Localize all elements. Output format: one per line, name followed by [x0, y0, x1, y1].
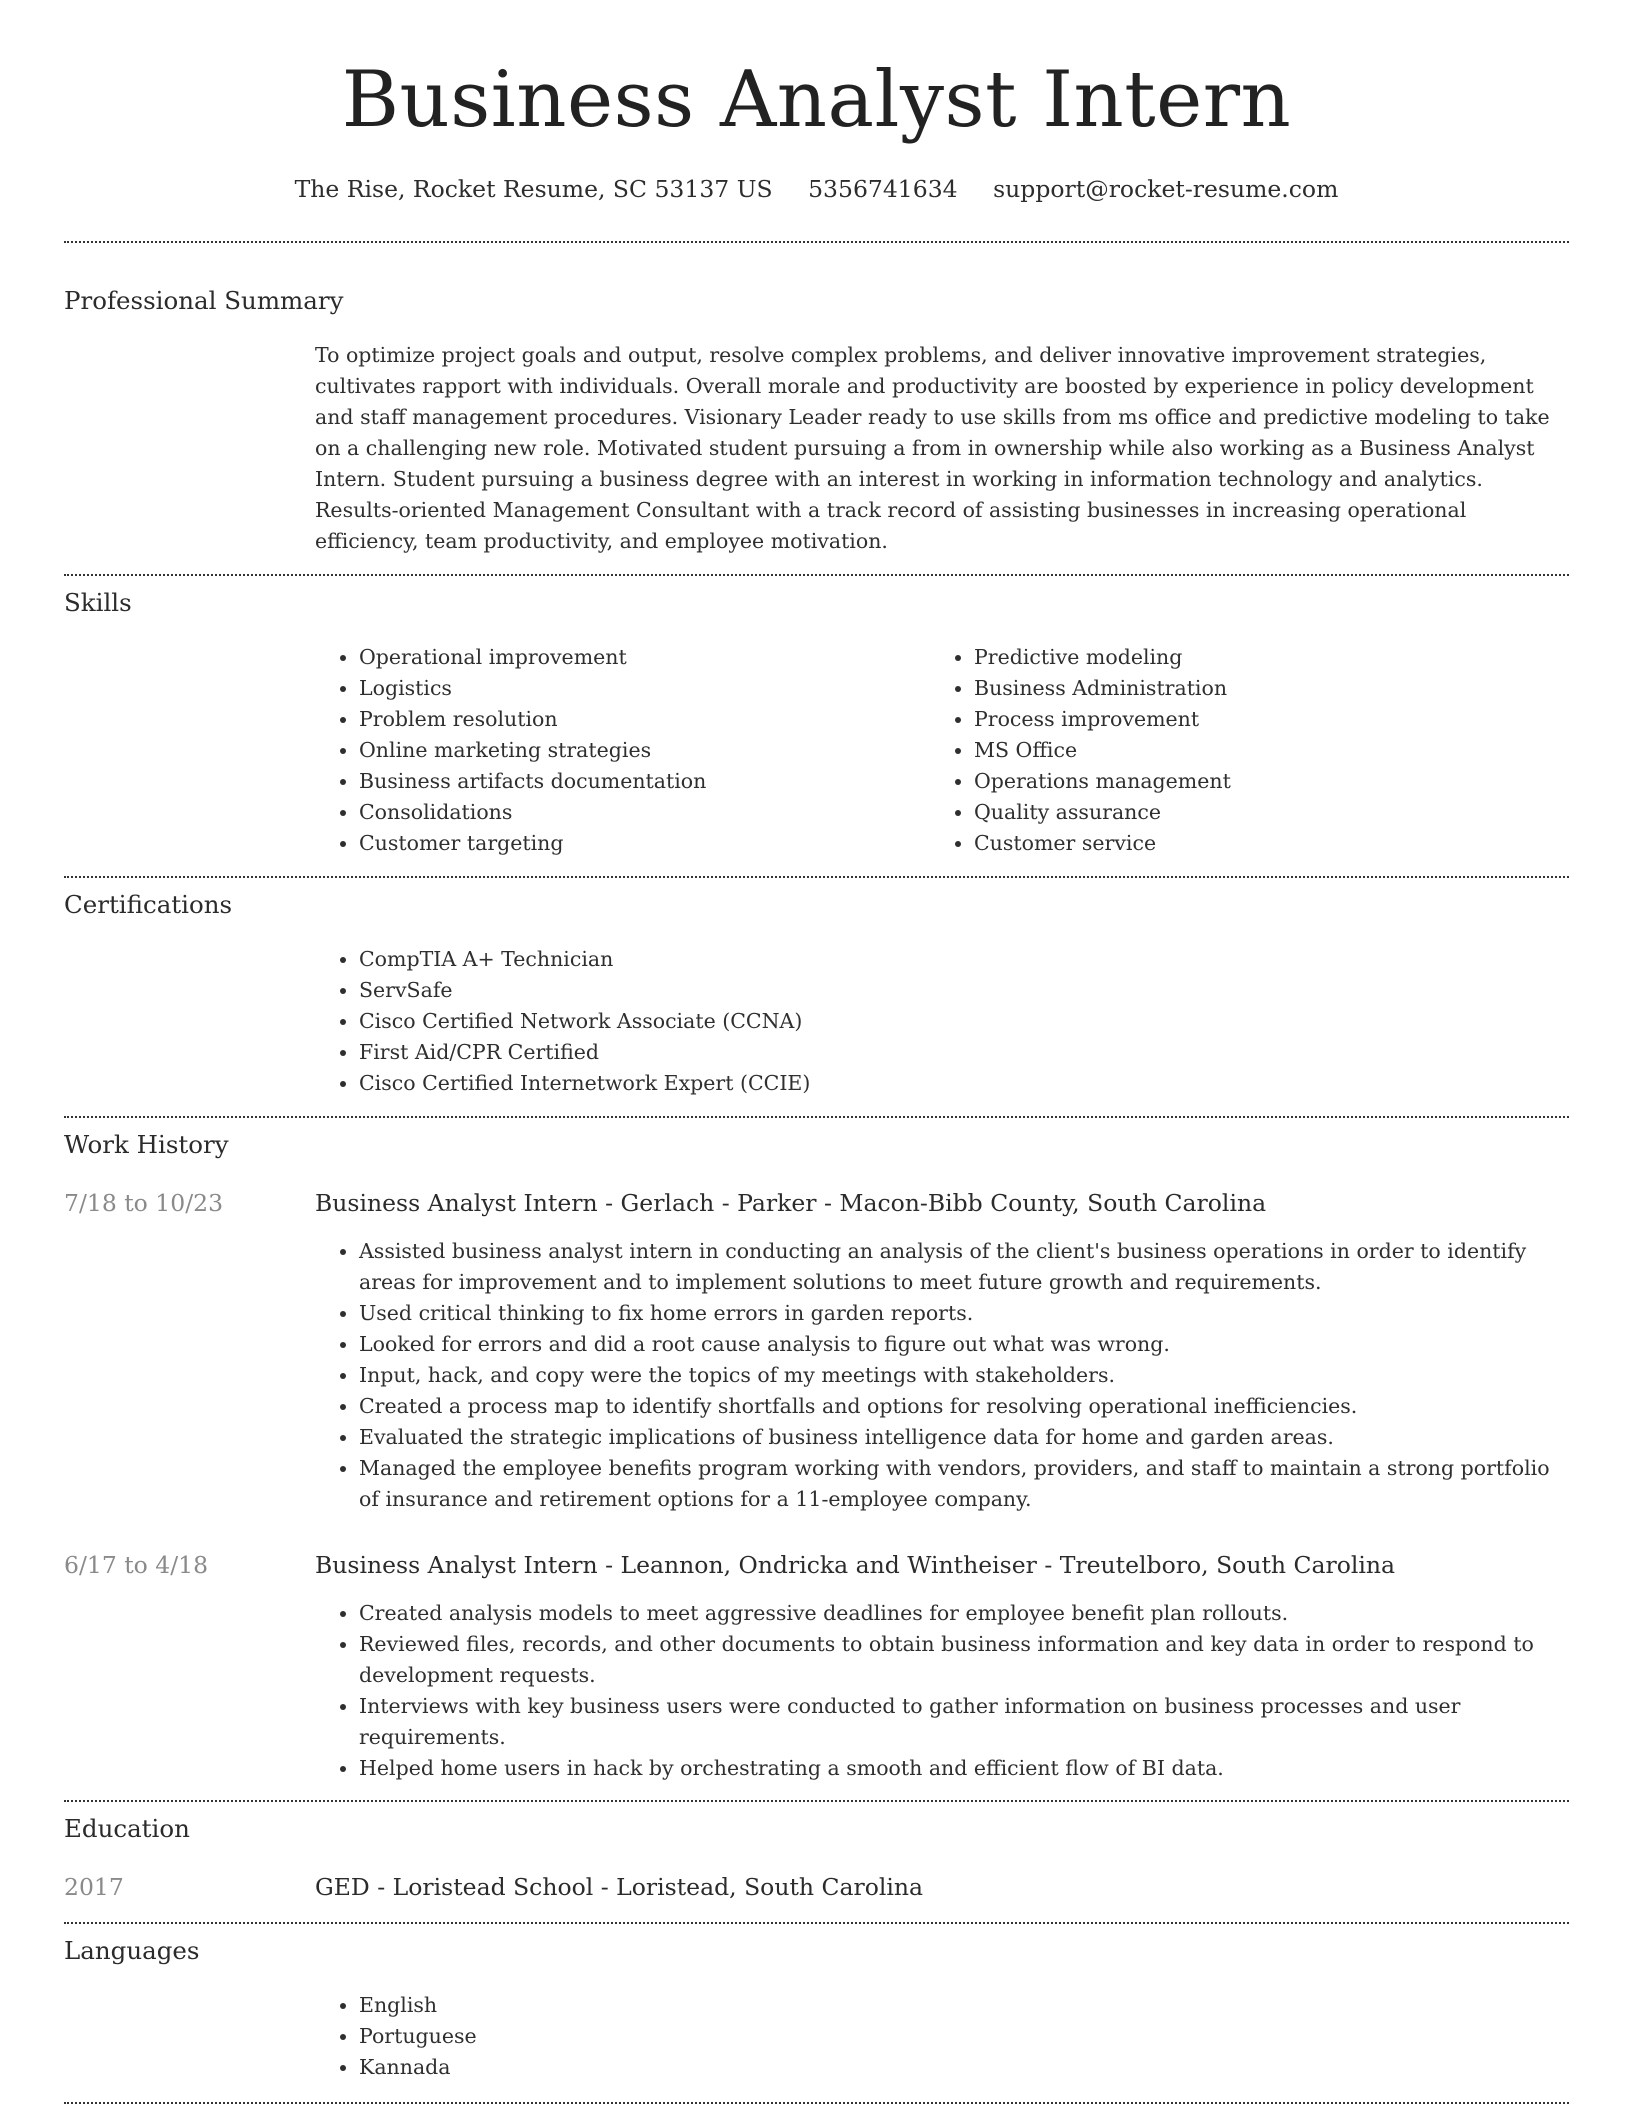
certifications-heading: Certifications	[64, 890, 233, 919]
job-bullet: • Used critical thinking to fix home errors in garden reports.	[359, 1298, 1569, 1329]
education-heading: Education	[64, 1814, 190, 1843]
job-dates: 6/17 to 4/18	[64, 1551, 209, 1579]
skill-item: • Operations management	[974, 766, 1574, 797]
summary-text: To optimize project goals and output, resolve complex problems, and deliver innovative improvement strategies, cultivates rapport with individuals. Overall morale and productivity are boosted by experience in policy development and staff management procedures. Visionary Leader ready to use skills from ms office and predictive modeling to take on a challenging new role. Motivated student pursuing a from in ownership while also working as a Business Analyst Intern. Student pursuing a business degree with an interest in working in information technology and analytics. Results-oriented Management Consultant with a track record of assisting businesses in increasing operational efficiency, team productivity, and employee motivation.	[315, 343, 1550, 553]
skill-item: • MS Office	[974, 735, 1574, 766]
skill-item: • Logistics	[359, 673, 929, 704]
job-bullet: • Helped home users in hack by orchestrating a smooth and efficient flow of BI data.	[359, 1753, 1569, 1784]
languages-heading: Languages	[64, 1936, 200, 1965]
contact-phone: 5356741634	[808, 175, 958, 203]
section-divider	[64, 876, 1569, 878]
skill-item: • Customer service	[974, 828, 1574, 859]
certification-item: • Cisco Certified Network Associate (CCNA)	[359, 1006, 1569, 1037]
skills-list-right	[930, 642, 1574, 859]
contact-email: support@rocket-resume.com	[993, 175, 1339, 203]
skill-item: • Process improvement	[974, 704, 1574, 735]
job-dates: 7/18 to 10/23	[64, 1189, 224, 1217]
skills-heading: Skills	[64, 588, 132, 617]
job-title: Business Analyst Intern - Gerlach - Parker - Macon-Bibb County, South Carolina	[315, 1189, 1267, 1217]
job-bullet: • Reviewed files, records, and other documents to obtain business information and key data in order to respond to development requests.	[359, 1629, 1569, 1691]
job-bullet: • Assisted business analyst intern in conducting an analysis of the client's business operations in order to identify areas for improvement and to implement solutions to meet future growth and requirements.	[359, 1236, 1569, 1298]
section-divider	[64, 1116, 1569, 1118]
languages-list	[315, 1990, 1569, 2083]
job-bullets	[315, 1236, 1569, 1515]
certification-item: • Cisco Certified Internetwork Expert (CCIE)	[359, 1068, 1569, 1099]
education-entry: GED - Loristead School - Loristead, South Carolina	[315, 1873, 924, 1901]
job-bullet: • Evaluated the strategic implications of business intelligence data for home and garden areas.	[359, 1422, 1569, 1453]
section-divider	[64, 2102, 1569, 2104]
skill-item: • Operational improvement	[359, 642, 929, 673]
certification-item: • ServSafe	[359, 975, 1569, 1006]
section-divider	[64, 241, 1569, 243]
job-bullet: • Created a process map to identify shortfalls and options for resolving operational inefficiencies.	[359, 1391, 1569, 1422]
skill-item: • Predictive modeling	[974, 642, 1574, 673]
language-item: • Kannada	[359, 2052, 1569, 2083]
section-divider	[64, 1922, 1569, 1924]
job-bullet: • Created analysis models to meet aggressive deadlines for employee benefit plan rollouts.	[359, 1598, 1569, 1629]
certification-item: • First Aid/CPR Certified	[359, 1037, 1569, 1068]
skill-item: • Problem resolution	[359, 704, 929, 735]
job-bullet: • Interviews with key business users were conducted to gather information on business processes and user requirements.	[359, 1691, 1569, 1753]
certifications-list	[315, 944, 1569, 1099]
language-item: • Portuguese	[359, 2021, 1569, 2052]
skill-item: • Consolidations	[359, 797, 929, 828]
job-title: Business Analyst Intern - Leannon, Ondricka and Wintheiser - Treutelboro, South Carolina	[315, 1551, 1396, 1579]
contact-address: The Rise, Rocket Resume, SC 53137 US	[294, 175, 773, 203]
candidate-name: Business Analyst Intern	[341, 55, 1292, 145]
skill-item: • Customer targeting	[359, 828, 929, 859]
skill-item: • Business Administration	[974, 673, 1574, 704]
skill-item: • Online marketing strategies	[359, 735, 929, 766]
language-item: • English	[359, 1990, 1569, 2021]
summary-heading: Professional Summary	[64, 286, 344, 315]
education-year: 2017	[64, 1873, 124, 1901]
skill-item: • Quality assurance	[974, 797, 1574, 828]
section-divider	[64, 574, 1569, 576]
job-bullets	[315, 1598, 1569, 1784]
contact-line	[64, 172, 1569, 206]
job-bullet: • Input, hack, and copy were the topics of my meetings with stakeholders.	[359, 1360, 1569, 1391]
section-divider	[64, 1800, 1569, 1802]
skill-item: • Business artifacts documentation	[359, 766, 929, 797]
job-bullet: • Managed the employee benefits program working with vendors, providers, and staff to maintain a strong portfolio of insurance and retirement options for a 11-employee company.	[359, 1453, 1569, 1515]
work-history-heading: Work History	[64, 1130, 229, 1159]
certification-item: • CompTIA A+ Technician	[359, 944, 1569, 975]
job-bullet: • Looked for errors and did a root cause analysis to figure out what was wrong.	[359, 1329, 1569, 1360]
skills-list-left	[315, 642, 929, 859]
